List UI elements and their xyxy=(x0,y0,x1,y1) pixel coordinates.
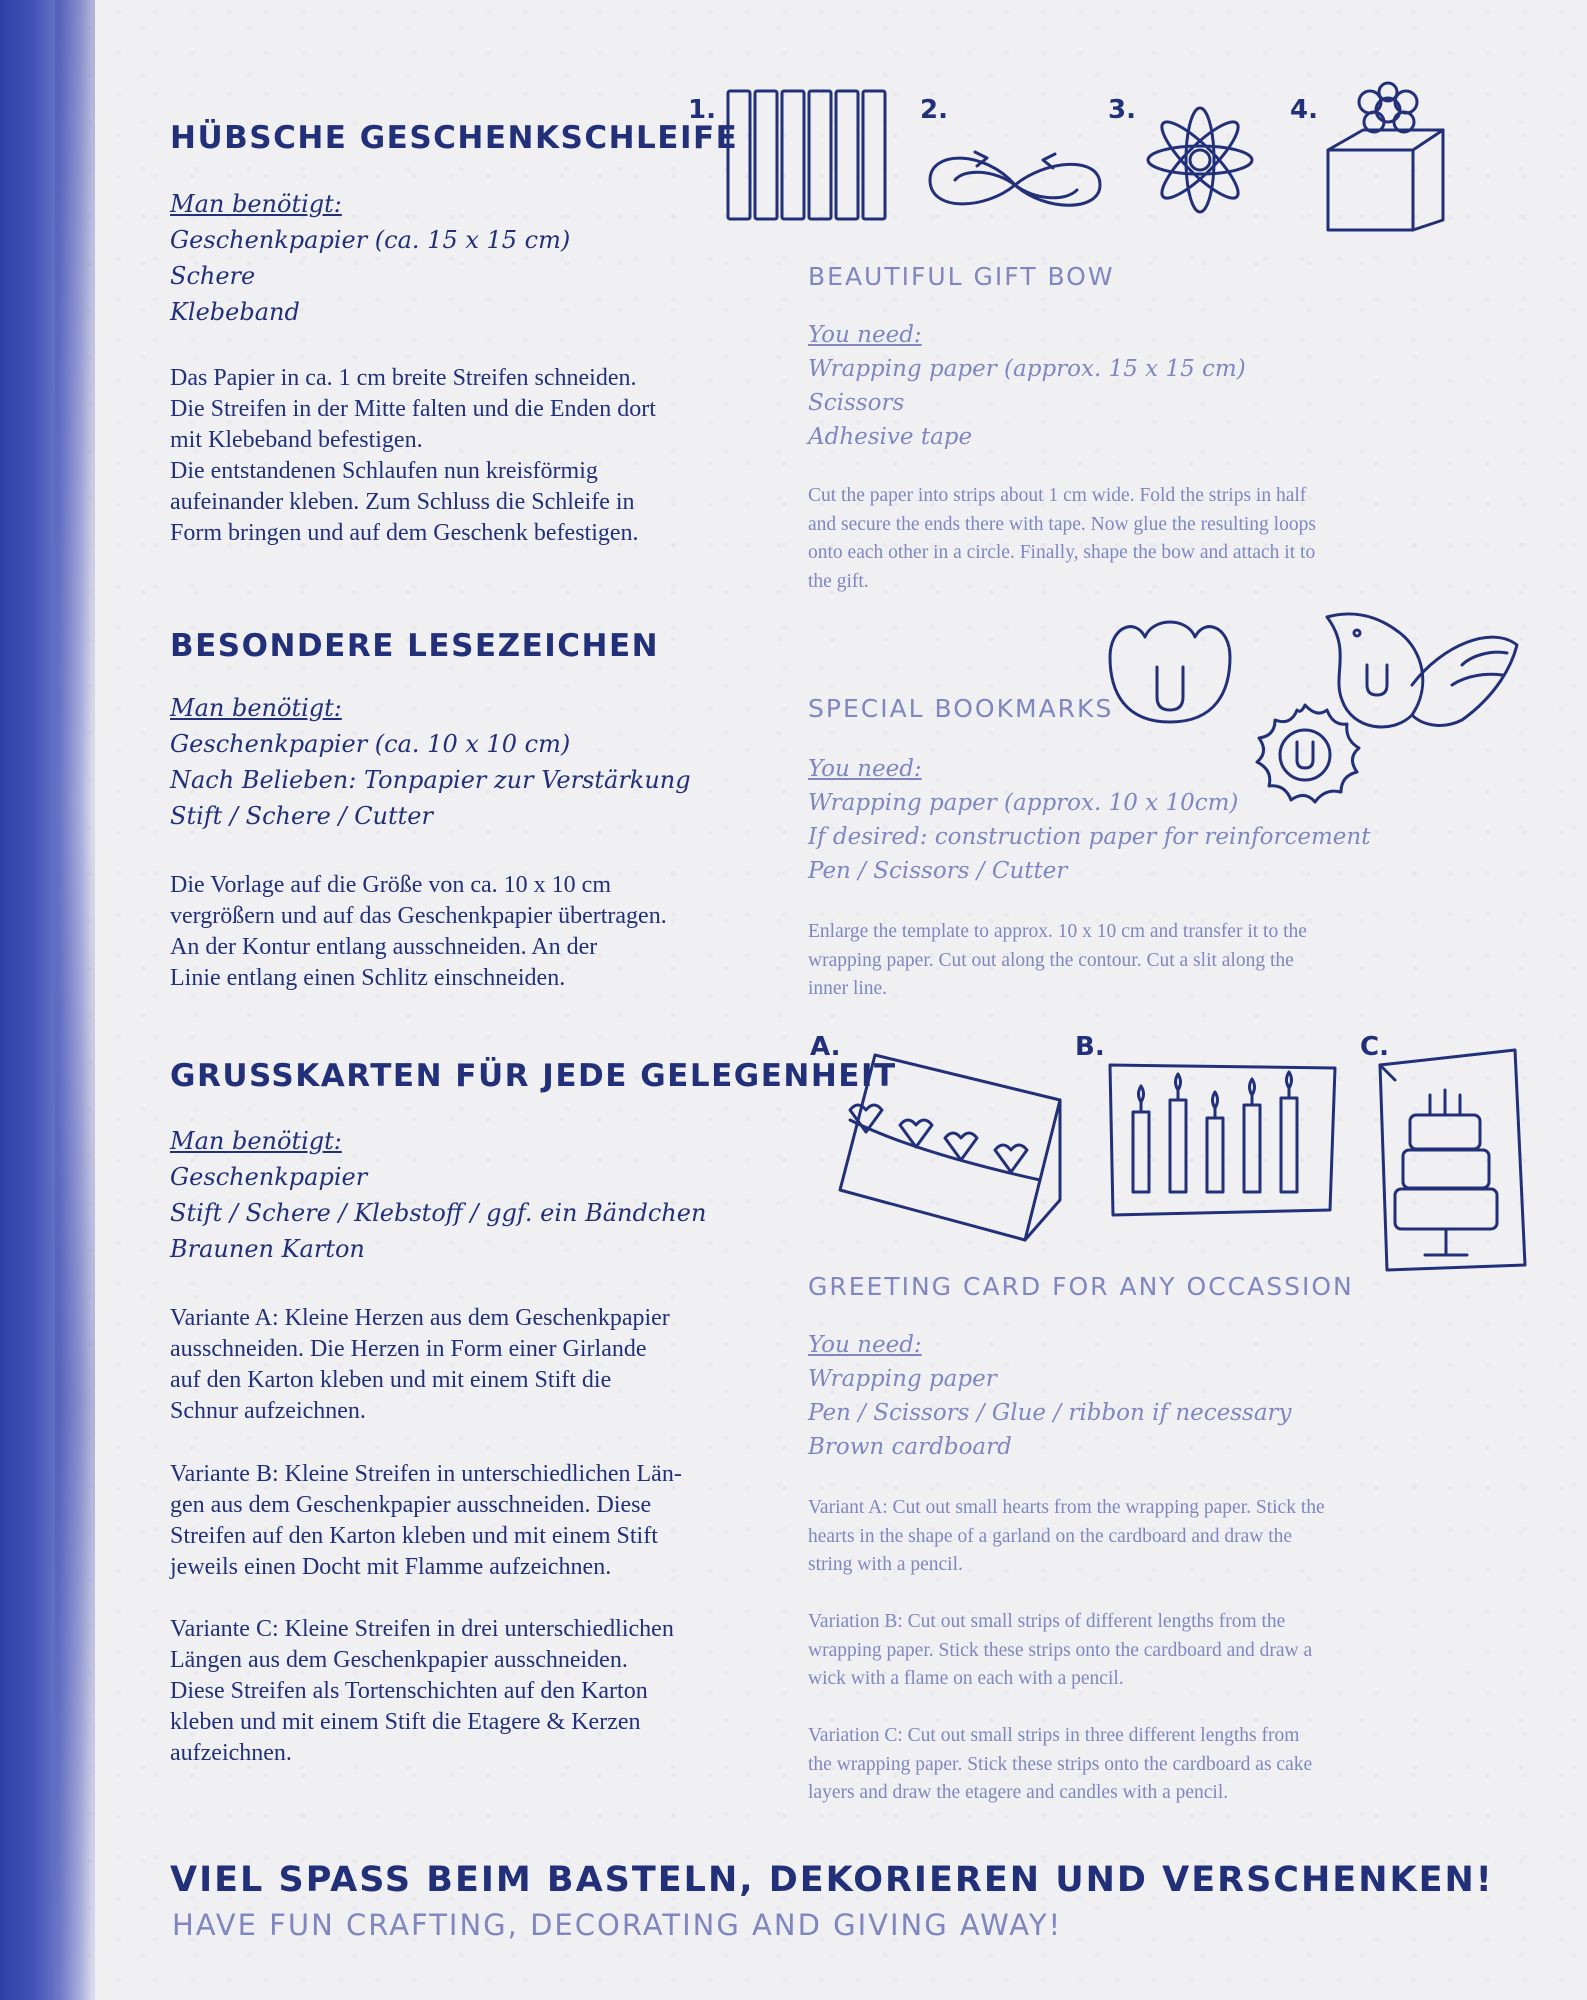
instruction-line: wick with a flame on each with a pencil. xyxy=(808,1668,1124,1689)
paper-strips-icon xyxy=(725,88,895,223)
instruction-line: Längen aus dem Geschenkpapier ausschneiden. xyxy=(170,1647,628,1673)
materials-heading: You need: xyxy=(808,322,922,348)
material-item: Adhesive tape xyxy=(808,424,973,450)
heart-garland-card-icon xyxy=(820,1050,1070,1250)
instruction-line: jeweils einen Docht mit Flamme aufzeichnen. xyxy=(170,1554,612,1580)
instruction-line: Variant A: Cut out small hearts from the wrapping paper. Stick the xyxy=(808,1497,1325,1518)
bookmarks-instructions-en xyxy=(808,918,1307,1004)
instruction-line: the wrapping paper. Stick these strips onto the cardboard as cake xyxy=(808,1753,1313,1775)
material-item: Brown cardboard xyxy=(808,1434,1012,1460)
watercolor-edge-texture xyxy=(55,0,95,2000)
instruction-line: Form bringen und auf dem Geschenk befestigen. xyxy=(170,520,639,546)
instruction-line: Variante B: Kleine Streifen in unterschiedlichen Län- xyxy=(170,1461,682,1487)
instruction-line: Diese Streifen als Tortenschichten auf den Karton xyxy=(170,1678,648,1704)
gift-bow-materials-de xyxy=(170,186,570,330)
instruction-line: inner line. xyxy=(808,978,888,999)
variant-b-de xyxy=(170,1459,682,1583)
material-item: Wrapping paper xyxy=(808,1366,997,1392)
footer-de: VIEL SPASS BEIM BASTELN, DEKORIEREN UND VERSCHENKEN! xyxy=(170,1860,1494,1900)
material-item: Geschenkpapier (ca. 15 x 15 cm) xyxy=(170,226,571,254)
instruction-line: An der Kontur entlang ausschneiden. An der xyxy=(170,934,598,960)
card-b-label: B. xyxy=(1075,1032,1105,1062)
candles-card-icon xyxy=(1105,1060,1340,1220)
greeting-cards-title-de: GRUSSKARTEN FÜR JEDE GELEGENHEIT xyxy=(170,1058,897,1094)
material-item: Klebeband xyxy=(170,298,300,326)
bookmarks-title-de: BESONDERE LESEZEICHEN xyxy=(170,628,660,664)
instruction-line: Variation B: Cut out small strips of different lengths from the xyxy=(808,1611,1286,1632)
star-bow-icon xyxy=(1140,100,1260,220)
instruction-line: kleben und mit einem Stift die Etagere & Kerzen xyxy=(170,1709,641,1735)
variant-c-en xyxy=(808,1722,1312,1808)
material-item: Wrapping paper (approx. 10 x 10cm) xyxy=(808,790,1239,816)
gift-bow-materials-en xyxy=(808,318,1246,454)
material-item: Pen / Scissors / Glue / ribbon if necessary xyxy=(808,1400,1292,1426)
card-a-label: A. xyxy=(810,1032,841,1062)
bookmarks-materials-de xyxy=(170,690,691,834)
instruction-line: Die entstandenen Schlaufen nun kreisförmig xyxy=(170,458,598,484)
greeting-cards-title-en: GREETING CARD FOR ANY OCCASSION xyxy=(808,1272,1354,1301)
material-item: Pen / Scissors / Cutter xyxy=(808,858,1068,884)
material-item: Scissors xyxy=(808,390,905,416)
gift-bow-title-de: HÜBSCHE GESCHENKSCHLEIFE xyxy=(170,120,739,156)
gift-bow-title-en: BEAUTIFUL GIFT BOW xyxy=(808,262,1115,291)
instruction-line: aufzeichnen. xyxy=(170,1740,292,1766)
materials-heading: Man benötigt: xyxy=(170,694,342,722)
instruction-line: Die Vorlage auf die Größe von ca. 10 x 10 cm xyxy=(170,872,611,898)
instruction-line: aufeinander kleben. Zum Schluss die Schleife in xyxy=(170,489,635,515)
materials-heading: Man benötigt: xyxy=(170,1127,342,1155)
materials-heading: Man benötigt: xyxy=(170,190,342,218)
material-item: Braunen Karton xyxy=(170,1235,365,1263)
card-c-label: C. xyxy=(1360,1032,1389,1062)
instruction-line: the gift. xyxy=(808,570,869,592)
instruction-line: Schnur aufzeichnen. xyxy=(170,1398,366,1424)
variant-b-en xyxy=(808,1608,1312,1694)
bookmarks-instructions-de xyxy=(170,870,667,994)
instruction-line: wrapping paper. Stick these strips onto the cardboard and draw a xyxy=(808,1639,1313,1661)
variant-a-en xyxy=(808,1494,1325,1580)
footer-en: HAVE FUN CRAFTING, DECORATING AND GIVING AWAY! xyxy=(172,1908,1063,1942)
instruction-line: hearts in the shape of a garland on the cardboard and draw the xyxy=(808,1525,1293,1547)
material-item: Stift / Schere / Cutter xyxy=(170,802,433,830)
instruction-line: Variante A: Kleine Herzen aus dem Geschenkpapier xyxy=(170,1305,670,1331)
instruction-line: layers and draw the etagere and candles with a pencil. xyxy=(808,1782,1229,1803)
material-item: Nach Belieben: Tonpapier zur Verstärkung xyxy=(170,766,691,794)
variant-c-de xyxy=(170,1614,674,1769)
material-item: Geschenkpapier xyxy=(170,1163,368,1191)
step-4-label: 4. xyxy=(1290,95,1318,125)
greeting-cards-materials-de xyxy=(170,1123,706,1267)
instruction-line: auf den Karton kleben und mit einem Stift die xyxy=(170,1367,612,1393)
instruction-line: onto each other in a circle. Finally, shape the bow and attach it to xyxy=(808,542,1316,563)
instruction-line: vergrößern und auf das Geschenkpapier übertragen. xyxy=(170,903,667,929)
instruction-line: gen aus dem Geschenkpapier ausschneiden. Diese xyxy=(170,1492,652,1518)
instruction-line: and secure the ends there with tape. Now glue the resulting loops xyxy=(808,513,1316,535)
material-item: Geschenkpapier (ca. 10 x 10 cm) xyxy=(170,730,571,758)
folded-loop-icon xyxy=(925,140,1105,220)
instruction-line: Das Papier in ca. 1 cm breite Streifen schneiden. xyxy=(170,365,637,391)
variant-a-de xyxy=(170,1303,670,1427)
greeting-cards-materials-en xyxy=(808,1328,1292,1464)
bookmarks-title-en: SPECIAL BOOKMARKS xyxy=(808,694,1114,723)
step-3-label: 3. xyxy=(1108,95,1136,125)
gift-bow-instructions-en xyxy=(808,482,1316,596)
material-item: Wrapping paper (approx. 15 x 15 cm) xyxy=(808,356,1246,382)
instruction-line: Variante C: Kleine Streifen in drei unterschiedlichen xyxy=(170,1616,674,1642)
instruction-line: string with a pencil. xyxy=(808,1554,963,1575)
cake-card-icon xyxy=(1375,1045,1530,1275)
instruction-line: Cut the paper into strips about 1 cm wide. Fold the strips in half xyxy=(808,485,1307,506)
instruction-line: Linie entlang einen Schlitz einschneiden. xyxy=(170,965,566,991)
instruction-line: Variation C: Cut out small strips in three different lengths from xyxy=(808,1725,1300,1746)
instruction-line: Die Streifen in der Mitte falten und die Enden dort xyxy=(170,396,656,422)
instruction-line: wrapping paper. Cut out along the contour. Cut a slit along the xyxy=(808,949,1294,971)
bird-bookmark-icon xyxy=(1322,605,1522,745)
tulip-bookmark-icon xyxy=(1105,612,1235,732)
step-1-label: 1. xyxy=(688,95,716,125)
gift-box-icon xyxy=(1318,80,1453,235)
materials-heading: You need: xyxy=(808,1332,922,1358)
bookmarks-materials-en xyxy=(808,752,1370,888)
instruction-line: mit Klebeband befestigen. xyxy=(170,427,423,453)
gift-bow-instructions-de xyxy=(170,363,656,549)
instruction-line: Enlarge the template to approx. 10 x 10 cm and transfer it to the xyxy=(808,921,1307,942)
step-2-label: 2. xyxy=(920,95,948,125)
material-item: Schere xyxy=(170,262,256,290)
materials-heading: You need: xyxy=(808,756,922,782)
material-item: Stift / Schere / Klebstoff / ggf. ein Bändchen xyxy=(170,1199,707,1227)
instruction-line: ausschneiden. Die Herzen in Form einer Girlande xyxy=(170,1336,647,1362)
instruction-line: Streifen auf den Karton kleben und mit einem Stift xyxy=(170,1523,658,1549)
material-item: If desired: construction paper for reinforcement xyxy=(808,824,1371,850)
